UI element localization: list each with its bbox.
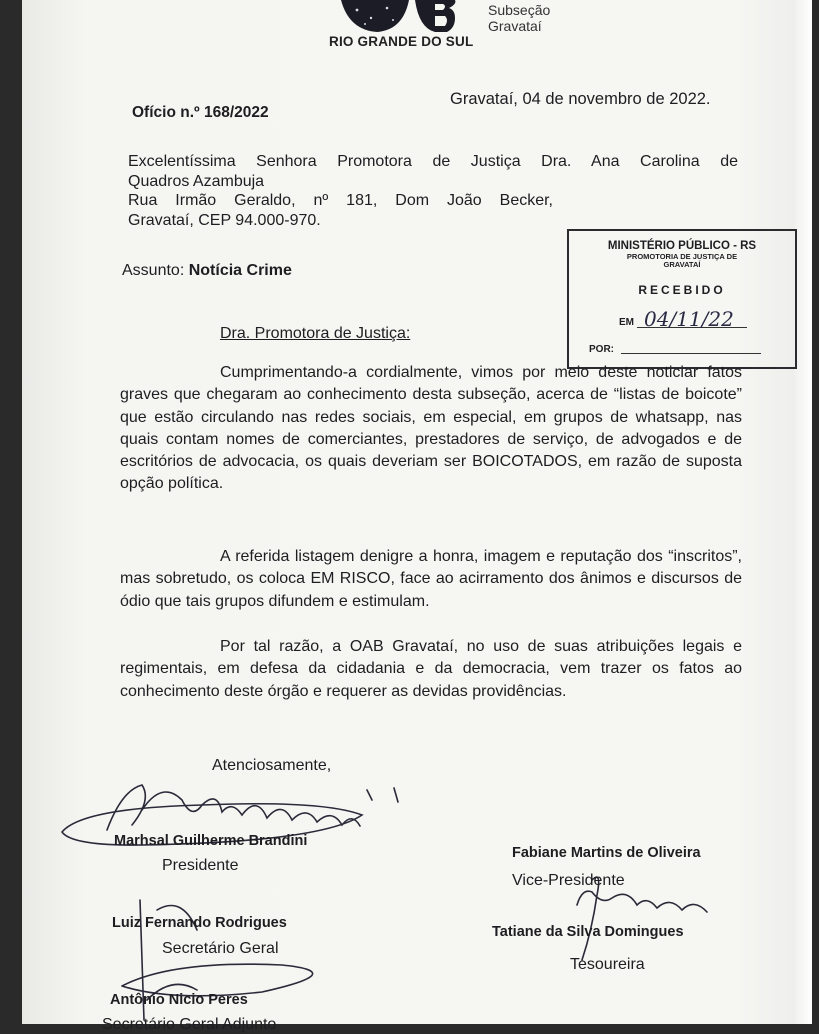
stamp-signature-line [621, 353, 761, 354]
page-edge [794, 0, 812, 1024]
recipient-line-4: Gravataí, CEP 94.000-970. [128, 211, 321, 229]
stamp-subtitle-line-1: PROMOTORIA DE JUSTIÇA DE [626, 252, 738, 261]
signatory-3-role: Secretário Geral [162, 940, 279, 957]
stamp-status: RECEBIDO [638, 283, 726, 297]
recipient-line-1: Excelentíssima Senhora Promotora de Justiça Dra. Ana Carolina de [128, 153, 738, 170]
subject-value: Notícia Crime [188, 262, 292, 279]
recipient-line-3: Rua Irmão Geraldo, nº 181, Dom João Becker, [128, 192, 553, 209]
signatory-2-role: Vice-Presidente [512, 872, 625, 889]
signatory-1-role: Presidente [162, 857, 239, 874]
stamp-subtitle [569, 253, 795, 269]
subject-label: Assunto: [122, 262, 185, 279]
subject-line [122, 262, 292, 280]
logo-subsection-city: Gravataí [488, 18, 542, 34]
oab-logo [337, 0, 485, 34]
stamp-por-label: POR: [589, 344, 614, 355]
logo-subsection-line: Subseção [488, 2, 551, 18]
paragraph-3 [120, 636, 742, 703]
closing: Atenciosamente, [212, 757, 332, 774]
paragraph-3-text: Por tal razão, a OAB Gravataí, no uso de suas atribuições legais e regimentais, em defesa da cidadania e da democracia, vem trazer os fatos ao conhecimento deste órgão e requerer as devidas providências. [120, 638, 742, 700]
signatory-4-name: Tatiane da Silva Domingues [492, 924, 684, 940]
greeting: Dra. Promotora de Justiça: [220, 325, 411, 342]
paragraph-2 [120, 546, 742, 613]
recipient-line-2: Quadros Azambuja [128, 172, 265, 190]
paragraph-2-text: A referida listagem denigre a honra, imagem e reputação dos “inscritos”, mas sobretudo, os coloca EM RISCO, face ao acirramento dos ânimos e discursos de ódio que tais grupos difundem e estimulam. [120, 548, 742, 610]
signatory-4-role: Tesoureira [570, 956, 645, 973]
logo-subsection [488, 2, 550, 34]
stamp-title: MINISTÉRIO PÚBLICO - RS [607, 240, 757, 252]
letter-reference: Ofício n.º 168/2022 [132, 104, 269, 121]
stamp-date: 04/11/22 [644, 307, 734, 331]
signatory-2-name: Fabiane Martins de Oliveira [512, 845, 701, 861]
letter-page [22, 0, 812, 1033]
signatory-5-role: Secretário Geral Adjunto [102, 1016, 277, 1033]
logo-state-label: RIO GRANDE DO SUL [329, 34, 474, 49]
signatory-5-name: Antônio Nicio Peres [110, 992, 248, 1008]
stamp-subtitle-line-2: GRAVATAÍ [663, 260, 701, 269]
received-stamp [567, 229, 797, 369]
paragraph-1-text: Cumprimentando-a cordialmente, vimos por meio deste noticiar fatos graves que chegaram ao conhecimento desta subseção, acerca de “listas de boicote” que estão circulando nas redes sociais, em especial, em grupos de whatsapp, nas quais contam nomes de comerciantes, prestadores de serviço, de advogados e de escritórios de advocacia, os quais deveriam ser BOICOTADOS, em razão de suposta opção política. [120, 364, 742, 493]
recipient-block [128, 152, 738, 230]
letter-date: Gravataí, 04 de novembro de 2022. [450, 90, 711, 108]
signatory-1-name: Marhsal Guilherme Brandini [114, 833, 308, 849]
paragraph-1 [120, 362, 742, 496]
signatory-3-name: Luiz Fernando Rodrigues [112, 915, 287, 931]
stamp-em-label: EM [619, 317, 634, 328]
